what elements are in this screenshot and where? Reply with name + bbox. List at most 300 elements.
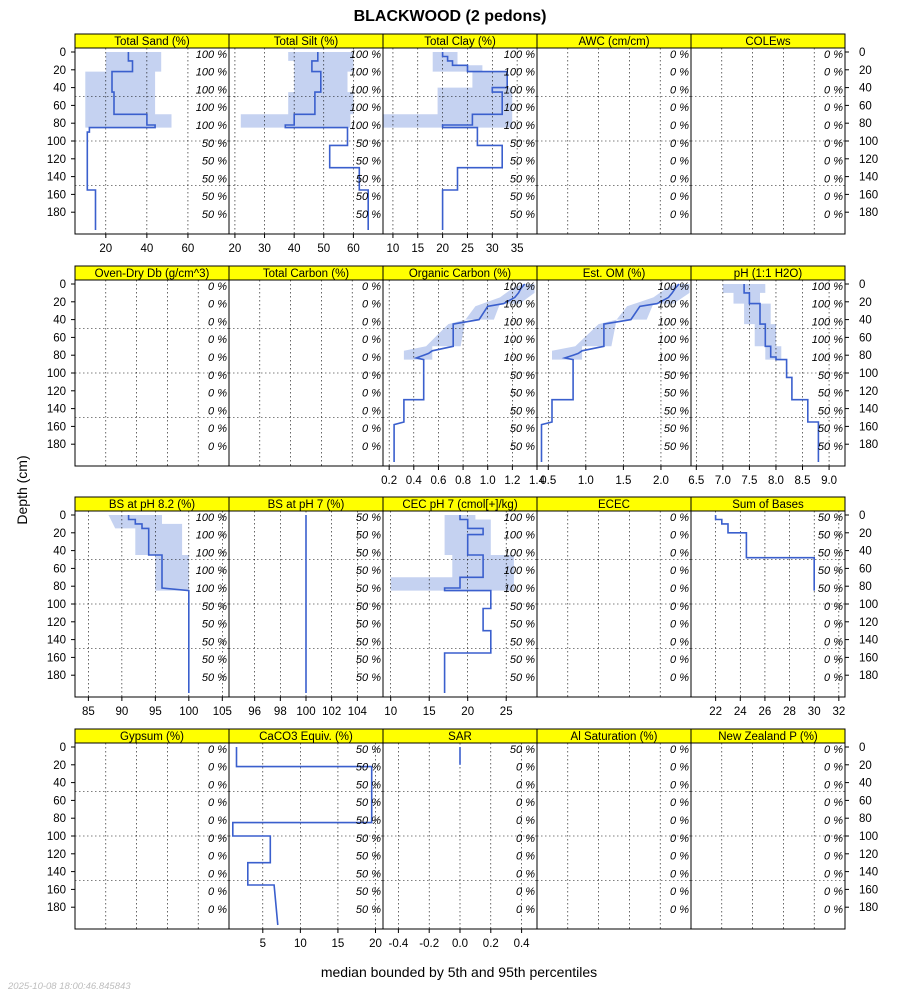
- y-tick-label-right: 100: [859, 831, 879, 843]
- panel: [75, 34, 229, 255]
- x-tick-label: 10: [293, 938, 307, 950]
- panel-title: Al Saturation (%): [570, 731, 658, 743]
- contributing-fraction-label: 0 %: [362, 298, 381, 311]
- contributing-fraction-label: 0 %: [670, 155, 689, 168]
- y-tick-label-right: 100: [859, 136, 879, 148]
- contributing-fraction-label: 50 %: [663, 369, 689, 382]
- contributing-fraction-label: 50 %: [817, 440, 843, 453]
- y-tick-label-left: 0: [59, 279, 66, 291]
- contributing-fraction-label: 0 %: [670, 529, 689, 542]
- panel: [383, 34, 537, 255]
- contributing-fraction-label: 50 %: [509, 155, 535, 168]
- x-tick-label: 105: [212, 706, 232, 718]
- contributing-fraction-label: 0 %: [670, 761, 689, 774]
- contributing-fraction-label: 0 %: [362, 423, 381, 436]
- x-tick-label: 0.6: [430, 475, 447, 487]
- contributing-fraction-label: 50 %: [201, 173, 227, 186]
- contributing-fraction-label: 50 %: [201, 137, 227, 150]
- contributing-fraction-label: 50 %: [355, 511, 381, 524]
- contributing-fraction-label: 0 %: [670, 208, 689, 221]
- contributing-fraction-label: 100 %: [195, 547, 227, 560]
- contributing-fraction-label: 0 %: [516, 850, 535, 863]
- contributing-fraction-label: 100 %: [503, 511, 535, 524]
- y-tick-label-left: 100: [46, 368, 66, 380]
- contributing-fraction-label: 50 %: [817, 582, 843, 595]
- y-tick-label-left: 0: [59, 47, 66, 59]
- contributing-fraction-label: 50 %: [201, 618, 227, 631]
- x-tick-label: 7.5: [741, 475, 758, 487]
- y-tick-label-left: 180: [46, 207, 66, 220]
- y-tick-label-left: 160: [46, 884, 66, 897]
- contributing-fraction-label: 0 %: [670, 582, 689, 595]
- x-tick-label: 6.5: [688, 475, 705, 487]
- contributing-fraction-label: 0 %: [824, 191, 843, 204]
- y-tick-label-left: 160: [46, 421, 66, 434]
- x-tick-label: 30: [485, 243, 499, 255]
- contributing-fraction-label: 50 %: [201, 191, 227, 204]
- contributing-fraction-label: 0 %: [670, 671, 689, 684]
- contributing-fraction-label: 0 %: [824, 618, 843, 631]
- contributing-fraction-label: 0 %: [362, 316, 381, 329]
- contributing-fraction-label: 0 %: [670, 84, 689, 97]
- panel-title: Total Carbon (%): [262, 268, 350, 280]
- contributing-fraction-label: 0 %: [208, 334, 227, 347]
- contributing-fraction-label: 0 %: [208, 405, 227, 418]
- contributing-fraction-label: 50 %: [355, 832, 381, 845]
- x-tick-label: 1.0: [479, 475, 496, 487]
- contributing-fraction-label: 0 %: [670, 832, 689, 845]
- contributing-fraction-label: 0 %: [362, 387, 381, 400]
- x-tick-label: 0.5: [540, 475, 557, 487]
- contributing-fraction-label: 0 %: [824, 208, 843, 221]
- contributing-fraction-label: 0 %: [208, 761, 227, 774]
- contributing-fraction-label: 50 %: [663, 387, 689, 400]
- x-tick-label: 1.2: [504, 475, 521, 487]
- contributing-fraction-label: 50 %: [817, 511, 843, 524]
- x-tick-label: 10: [386, 243, 400, 255]
- contributing-fraction-label: 0 %: [824, 814, 843, 827]
- contributing-fraction-label: 50 %: [817, 547, 843, 560]
- contributing-fraction-label: 100 %: [195, 529, 227, 542]
- x-tick-label: 0.8: [455, 475, 472, 487]
- y-tick-label-left: 40: [53, 314, 66, 327]
- y-tick-label-right: 180: [859, 670, 879, 683]
- y-tick-label-right: 120: [859, 616, 879, 629]
- contributing-fraction-label: 100 %: [503, 280, 535, 293]
- contributing-fraction-label: 0 %: [824, 850, 843, 863]
- contributing-fraction-label: 0 %: [824, 779, 843, 792]
- contributing-fraction-label: 0 %: [670, 511, 689, 524]
- contributing-fraction-label: 0 %: [670, 814, 689, 827]
- contributing-fraction-label: 0 %: [516, 779, 535, 792]
- y-tick-label-right: 60: [859, 332, 872, 345]
- contributing-fraction-label: 50 %: [663, 405, 689, 418]
- contributing-fraction-label: 100 %: [657, 351, 689, 364]
- contributing-fraction-label: 100 %: [195, 66, 227, 79]
- contributing-fraction-label: 0 %: [208, 423, 227, 436]
- y-tick-label-left: 180: [46, 902, 66, 915]
- contributing-fraction-label: 0 %: [824, 636, 843, 649]
- contributing-fraction-label: 0 %: [824, 173, 843, 186]
- y-tick-label-right: 20: [859, 64, 872, 77]
- panel: [537, 266, 691, 487]
- contributing-fraction-label: 100 %: [503, 48, 535, 61]
- y-tick-label-left: 60: [53, 563, 66, 576]
- panel-title: Total Clay (%): [424, 36, 496, 48]
- contributing-fraction-label: 50 %: [663, 440, 689, 453]
- contributing-fraction-label: 50 %: [201, 671, 227, 684]
- y-tick-label-right: 40: [859, 314, 872, 327]
- contributing-fraction-label: 0 %: [208, 387, 227, 400]
- contributing-fraction-label: 0 %: [670, 191, 689, 204]
- contributing-fraction-label: 0 %: [824, 66, 843, 79]
- x-tick-label: 0.2: [381, 475, 398, 487]
- contributing-fraction-label: 0 %: [824, 797, 843, 810]
- y-tick-label-left: 120: [46, 848, 66, 861]
- contributing-fraction-label: 50 %: [355, 814, 381, 827]
- y-tick-label-left: 80: [53, 118, 66, 131]
- contributing-fraction-label: 0 %: [824, 119, 843, 132]
- contributing-fraction-label: 0 %: [670, 636, 689, 649]
- contributing-fraction-label: 50 %: [355, 868, 381, 881]
- x-tick-label: -0.2: [419, 938, 440, 950]
- contributing-fraction-label: 0 %: [670, 102, 689, 115]
- contributing-fraction-label: 0 %: [208, 832, 227, 845]
- x-tick-label: 15: [331, 938, 345, 950]
- contributing-fraction-label: 50 %: [509, 618, 535, 631]
- contributing-fraction-label: 0 %: [362, 440, 381, 453]
- panel: [537, 729, 691, 929]
- y-tick-label-right: 180: [859, 439, 879, 452]
- contributing-fraction-label: 50 %: [201, 654, 227, 667]
- x-tick-label: 25: [461, 243, 474, 255]
- x-tick-label: 20: [461, 706, 475, 718]
- contributing-fraction-label: 0 %: [208, 440, 227, 453]
- x-tick-label: 8.0: [767, 475, 784, 487]
- contributing-fraction-label: 0 %: [824, 84, 843, 97]
- contributing-fraction-label: 100 %: [349, 84, 381, 97]
- panel-title: Total Sand (%): [114, 36, 190, 48]
- contributing-fraction-label: 0 %: [208, 351, 227, 364]
- x-tick-label: 20: [99, 243, 113, 255]
- contributing-fraction-label: 0 %: [362, 351, 381, 364]
- contributing-fraction-label: 0 %: [824, 155, 843, 168]
- y-tick-label-right: 140: [859, 403, 879, 416]
- contributing-fraction-label: 0 %: [208, 868, 227, 881]
- panel-title: BS at pH 7 (%): [267, 499, 345, 511]
- contributing-fraction-label: 0 %: [824, 868, 843, 881]
- y-tick-label-right: 80: [859, 581, 872, 594]
- contributing-fraction-label: 0 %: [670, 618, 689, 631]
- contributing-fraction-label: 50 %: [201, 208, 227, 221]
- contributing-fraction-label: 50 %: [355, 137, 381, 150]
- x-tick-label: 60: [346, 243, 360, 255]
- contributing-fraction-label: 50 %: [355, 529, 381, 542]
- panel: [229, 34, 383, 255]
- contributing-fraction-label: 50 %: [355, 779, 381, 792]
- y-tick-label-right: 160: [859, 652, 879, 665]
- contributing-fraction-label: 100 %: [195, 511, 227, 524]
- x-tick-label: 100: [179, 706, 199, 718]
- panel: [229, 266, 383, 466]
- panel: [383, 497, 537, 718]
- y-tick-label-left: 40: [53, 777, 66, 790]
- contributing-fraction-label: 100 %: [503, 351, 535, 364]
- contributing-fraction-label: 0 %: [670, 743, 689, 756]
- contributing-fraction-label: 100 %: [811, 334, 843, 347]
- contributing-fraction-label: 50 %: [355, 155, 381, 168]
- contributing-fraction-label: 100 %: [349, 66, 381, 79]
- depth-axis: [47, 742, 878, 914]
- y-tick-label-left: 60: [53, 332, 66, 345]
- contributing-fraction-label: 100 %: [811, 316, 843, 329]
- contributing-fraction-label: 0 %: [670, 547, 689, 560]
- x-tick-label: 22: [709, 706, 723, 718]
- x-tick-label: 90: [115, 706, 129, 718]
- contributing-fraction-label: 0 %: [362, 280, 381, 293]
- panel-title: ECEC: [598, 499, 630, 511]
- y-tick-label-left: 60: [53, 100, 66, 113]
- y-tick-label-right: 140: [859, 634, 879, 647]
- y-tick-label-left: 100: [46, 136, 66, 148]
- panel-title: Gypsum (%): [120, 731, 184, 743]
- y-tick-label-right: 180: [859, 902, 879, 915]
- contributing-fraction-label: 100 %: [195, 582, 227, 595]
- contributing-fraction-label: 0 %: [208, 779, 227, 792]
- contributing-fraction-label: 50 %: [509, 440, 535, 453]
- y-tick-label-right: 140: [859, 171, 879, 184]
- x-tick-label: 50: [317, 243, 331, 255]
- contributing-fraction-label: 0 %: [208, 316, 227, 329]
- y-tick-label-left: 20: [53, 527, 66, 540]
- y-tick-label-left: 140: [46, 866, 66, 879]
- y-axis-label: Depth (cm): [14, 455, 30, 525]
- contributing-fraction-label: 0 %: [824, 600, 843, 613]
- contributing-fraction-label: 0 %: [208, 369, 227, 382]
- y-tick-label-right: 20: [859, 759, 872, 772]
- y-tick-label-left: 160: [46, 652, 66, 665]
- y-tick-label-left: 100: [46, 831, 66, 843]
- contributing-fraction-label: 0 %: [670, 850, 689, 863]
- x-tick-label: 0.2: [482, 938, 499, 950]
- y-tick-label-left: 120: [46, 616, 66, 629]
- y-tick-label-right: 100: [859, 599, 879, 611]
- y-tick-label-right: 120: [859, 153, 879, 166]
- contributing-fraction-label: 50 %: [355, 850, 381, 863]
- x-tick-label: 60: [181, 243, 195, 255]
- contributing-fraction-label: 100 %: [349, 102, 381, 115]
- x-tick-label: 25: [499, 706, 513, 718]
- contributing-fraction-label: 0 %: [824, 671, 843, 684]
- contributing-fraction-label: 50 %: [817, 369, 843, 382]
- panel-title: CaCO3 Equiv. (%): [259, 731, 353, 743]
- contributing-fraction-label: 100 %: [503, 84, 535, 97]
- contributing-fraction-label: 0 %: [824, 832, 843, 845]
- contributing-fraction-label: 0 %: [824, 903, 843, 916]
- y-tick-label-right: 120: [859, 848, 879, 861]
- x-tick-label: 1.5: [615, 475, 632, 487]
- panel: [537, 497, 691, 697]
- contributing-fraction-label: 0 %: [208, 298, 227, 311]
- y-tick-label-left: 180: [46, 670, 66, 683]
- contributing-fraction-label: 0 %: [824, 743, 843, 756]
- contributing-fraction-label: 100 %: [503, 316, 535, 329]
- contributing-fraction-label: 50 %: [509, 600, 535, 613]
- y-tick-label-right: 0: [859, 279, 866, 291]
- contributing-fraction-label: 50 %: [355, 208, 381, 221]
- x-tick-label: 8.5: [794, 475, 811, 487]
- contributing-fraction-label: 50 %: [355, 582, 381, 595]
- panel-title: Est. OM (%): [582, 268, 646, 280]
- panel: [691, 497, 845, 718]
- x-tick-label: 32: [832, 706, 846, 718]
- panel: [75, 266, 229, 466]
- x-tick-label: 30: [258, 243, 271, 255]
- contributing-fraction-label: 100 %: [503, 582, 535, 595]
- contributing-fraction-label: 0 %: [516, 761, 535, 774]
- contributing-fraction-label: 0 %: [208, 280, 227, 293]
- x-tick-label: 15: [411, 243, 425, 255]
- panel: [75, 729, 229, 929]
- panel-title: AWC (cm/cm): [578, 36, 650, 48]
- contributing-fraction-label: 0 %: [670, 886, 689, 899]
- y-tick-label-left: 140: [46, 634, 66, 647]
- y-tick-label-right: 40: [859, 82, 872, 95]
- contributing-fraction-label: 0 %: [516, 903, 535, 916]
- contributing-fraction-label: 50 %: [509, 369, 535, 382]
- y-tick-label-left: 0: [59, 510, 66, 522]
- contributing-fraction-label: 0 %: [670, 565, 689, 578]
- y-tick-label-left: 120: [46, 385, 66, 398]
- contributing-fraction-label: 0 %: [208, 797, 227, 810]
- contributing-fraction-label: 0 %: [516, 814, 535, 827]
- contributing-fraction-label: 0 %: [670, 137, 689, 150]
- x-tick-label: 5: [259, 938, 267, 950]
- x-tick-label: 98: [273, 706, 287, 718]
- panel: [688, 266, 845, 487]
- contributing-fraction-label: 0 %: [670, 654, 689, 667]
- contributing-fraction-label: 100 %: [811, 351, 843, 364]
- y-tick-label-left: 0: [59, 742, 66, 754]
- y-tick-label-right: 60: [859, 563, 872, 576]
- percentile-band: [723, 284, 781, 360]
- x-tick-label: 9.0: [821, 475, 838, 487]
- contributing-fraction-label: 100 %: [349, 48, 381, 61]
- contributing-fraction-label: 0 %: [824, 886, 843, 899]
- contributing-fraction-label: 100 %: [503, 119, 535, 132]
- contributing-fraction-label: 100 %: [657, 298, 689, 311]
- y-tick-label-right: 160: [859, 421, 879, 434]
- x-tick-label: 85: [81, 706, 95, 718]
- x-tick-label: 104: [347, 706, 367, 718]
- contributing-fraction-label: 50 %: [355, 636, 381, 649]
- contributing-fraction-label: 100 %: [195, 119, 227, 132]
- contributing-fraction-label: 100 %: [195, 48, 227, 61]
- panel: [229, 497, 383, 718]
- contributing-fraction-label: 50 %: [509, 671, 535, 684]
- contributing-fraction-label: 100 %: [503, 298, 535, 311]
- figure-title: BLACKWOOD (2 pedons): [353, 8, 547, 25]
- x-tick-label: 40: [140, 243, 154, 255]
- y-tick-label-left: 80: [53, 350, 66, 363]
- y-tick-label-right: 80: [859, 813, 872, 826]
- contributing-fraction-label: 50 %: [817, 529, 843, 542]
- contributing-fraction-label: 50 %: [355, 886, 381, 899]
- contributing-fraction-label: 0 %: [516, 868, 535, 881]
- contributing-fraction-label: 0 %: [670, 66, 689, 79]
- contributing-fraction-label: 50 %: [663, 423, 689, 436]
- y-tick-label-right: 120: [859, 385, 879, 398]
- contributing-fraction-label: 0 %: [362, 405, 381, 418]
- x-tick-label: 20: [369, 938, 382, 950]
- contributing-fraction-label: 100 %: [503, 102, 535, 115]
- x-tick-label: 96: [248, 706, 262, 718]
- contributing-fraction-label: 0 %: [670, 173, 689, 186]
- contributing-fraction-label: 50 %: [355, 903, 381, 916]
- panel: [75, 497, 232, 718]
- contributing-fraction-label: 0 %: [208, 850, 227, 863]
- contributing-fraction-label: 50 %: [817, 565, 843, 578]
- contributing-fraction-label: 0 %: [208, 886, 227, 899]
- panel-title: BS at pH 8.2 (%): [108, 499, 196, 511]
- contributing-fraction-label: 50 %: [817, 405, 843, 418]
- x-tick-label: 102: [322, 706, 342, 718]
- panel-grid: [47, 34, 878, 950]
- y-tick-label-left: 180: [46, 439, 66, 452]
- panel-title: Oven-Dry Db (g/cm^3): [94, 268, 210, 280]
- contributing-fraction-label: 50 %: [201, 636, 227, 649]
- contributing-fraction-label: 100 %: [811, 298, 843, 311]
- y-tick-label-right: 160: [859, 189, 879, 202]
- contributing-fraction-label: 0 %: [824, 137, 843, 150]
- contributing-fraction-label: 100 %: [195, 102, 227, 115]
- y-tick-label-left: 40: [53, 82, 66, 95]
- x-tick-label: 40: [287, 243, 301, 255]
- y-tick-label-left: 140: [46, 403, 66, 416]
- contributing-fraction-label: 50 %: [355, 671, 381, 684]
- y-tick-label-right: 180: [859, 207, 879, 220]
- contributing-fraction-label: 100 %: [503, 334, 535, 347]
- y-tick-label-right: 0: [859, 742, 866, 754]
- contributing-fraction-label: 0 %: [670, 779, 689, 792]
- y-tick-label-right: 40: [859, 545, 872, 558]
- contributing-fraction-label: 50 %: [355, 173, 381, 186]
- contributing-fraction-label: 0 %: [670, 903, 689, 916]
- x-tick-label: 10: [384, 706, 398, 718]
- contributing-fraction-label: 0 %: [208, 814, 227, 827]
- panel-title: Organic Carbon (%): [408, 268, 512, 280]
- y-tick-label-right: 20: [859, 527, 872, 540]
- contributing-fraction-label: 50 %: [355, 797, 381, 810]
- y-tick-label-left: 60: [53, 795, 66, 808]
- contributing-fraction-label: 50 %: [817, 387, 843, 400]
- y-tick-label-left: 120: [46, 153, 66, 166]
- percentile-band: [85, 52, 171, 128]
- y-tick-label-left: 40: [53, 545, 66, 558]
- x-tick-label: 24: [733, 706, 747, 718]
- y-tick-label-right: 60: [859, 100, 872, 113]
- x-tick-label: 0.4: [405, 475, 422, 487]
- contributing-fraction-label: 0 %: [824, 654, 843, 667]
- contributing-fraction-label: 50 %: [355, 654, 381, 667]
- contributing-fraction-label: 0 %: [824, 761, 843, 774]
- contributing-fraction-label: 100 %: [657, 334, 689, 347]
- timestamp: 2025-10-08 18:00:46.845843: [8, 981, 131, 992]
- x-tick-label: 100: [296, 706, 316, 718]
- x-tick-label: 20: [436, 243, 450, 255]
- contributing-fraction-label: 50 %: [355, 761, 381, 774]
- panel-title: Total Silt (%): [273, 36, 339, 48]
